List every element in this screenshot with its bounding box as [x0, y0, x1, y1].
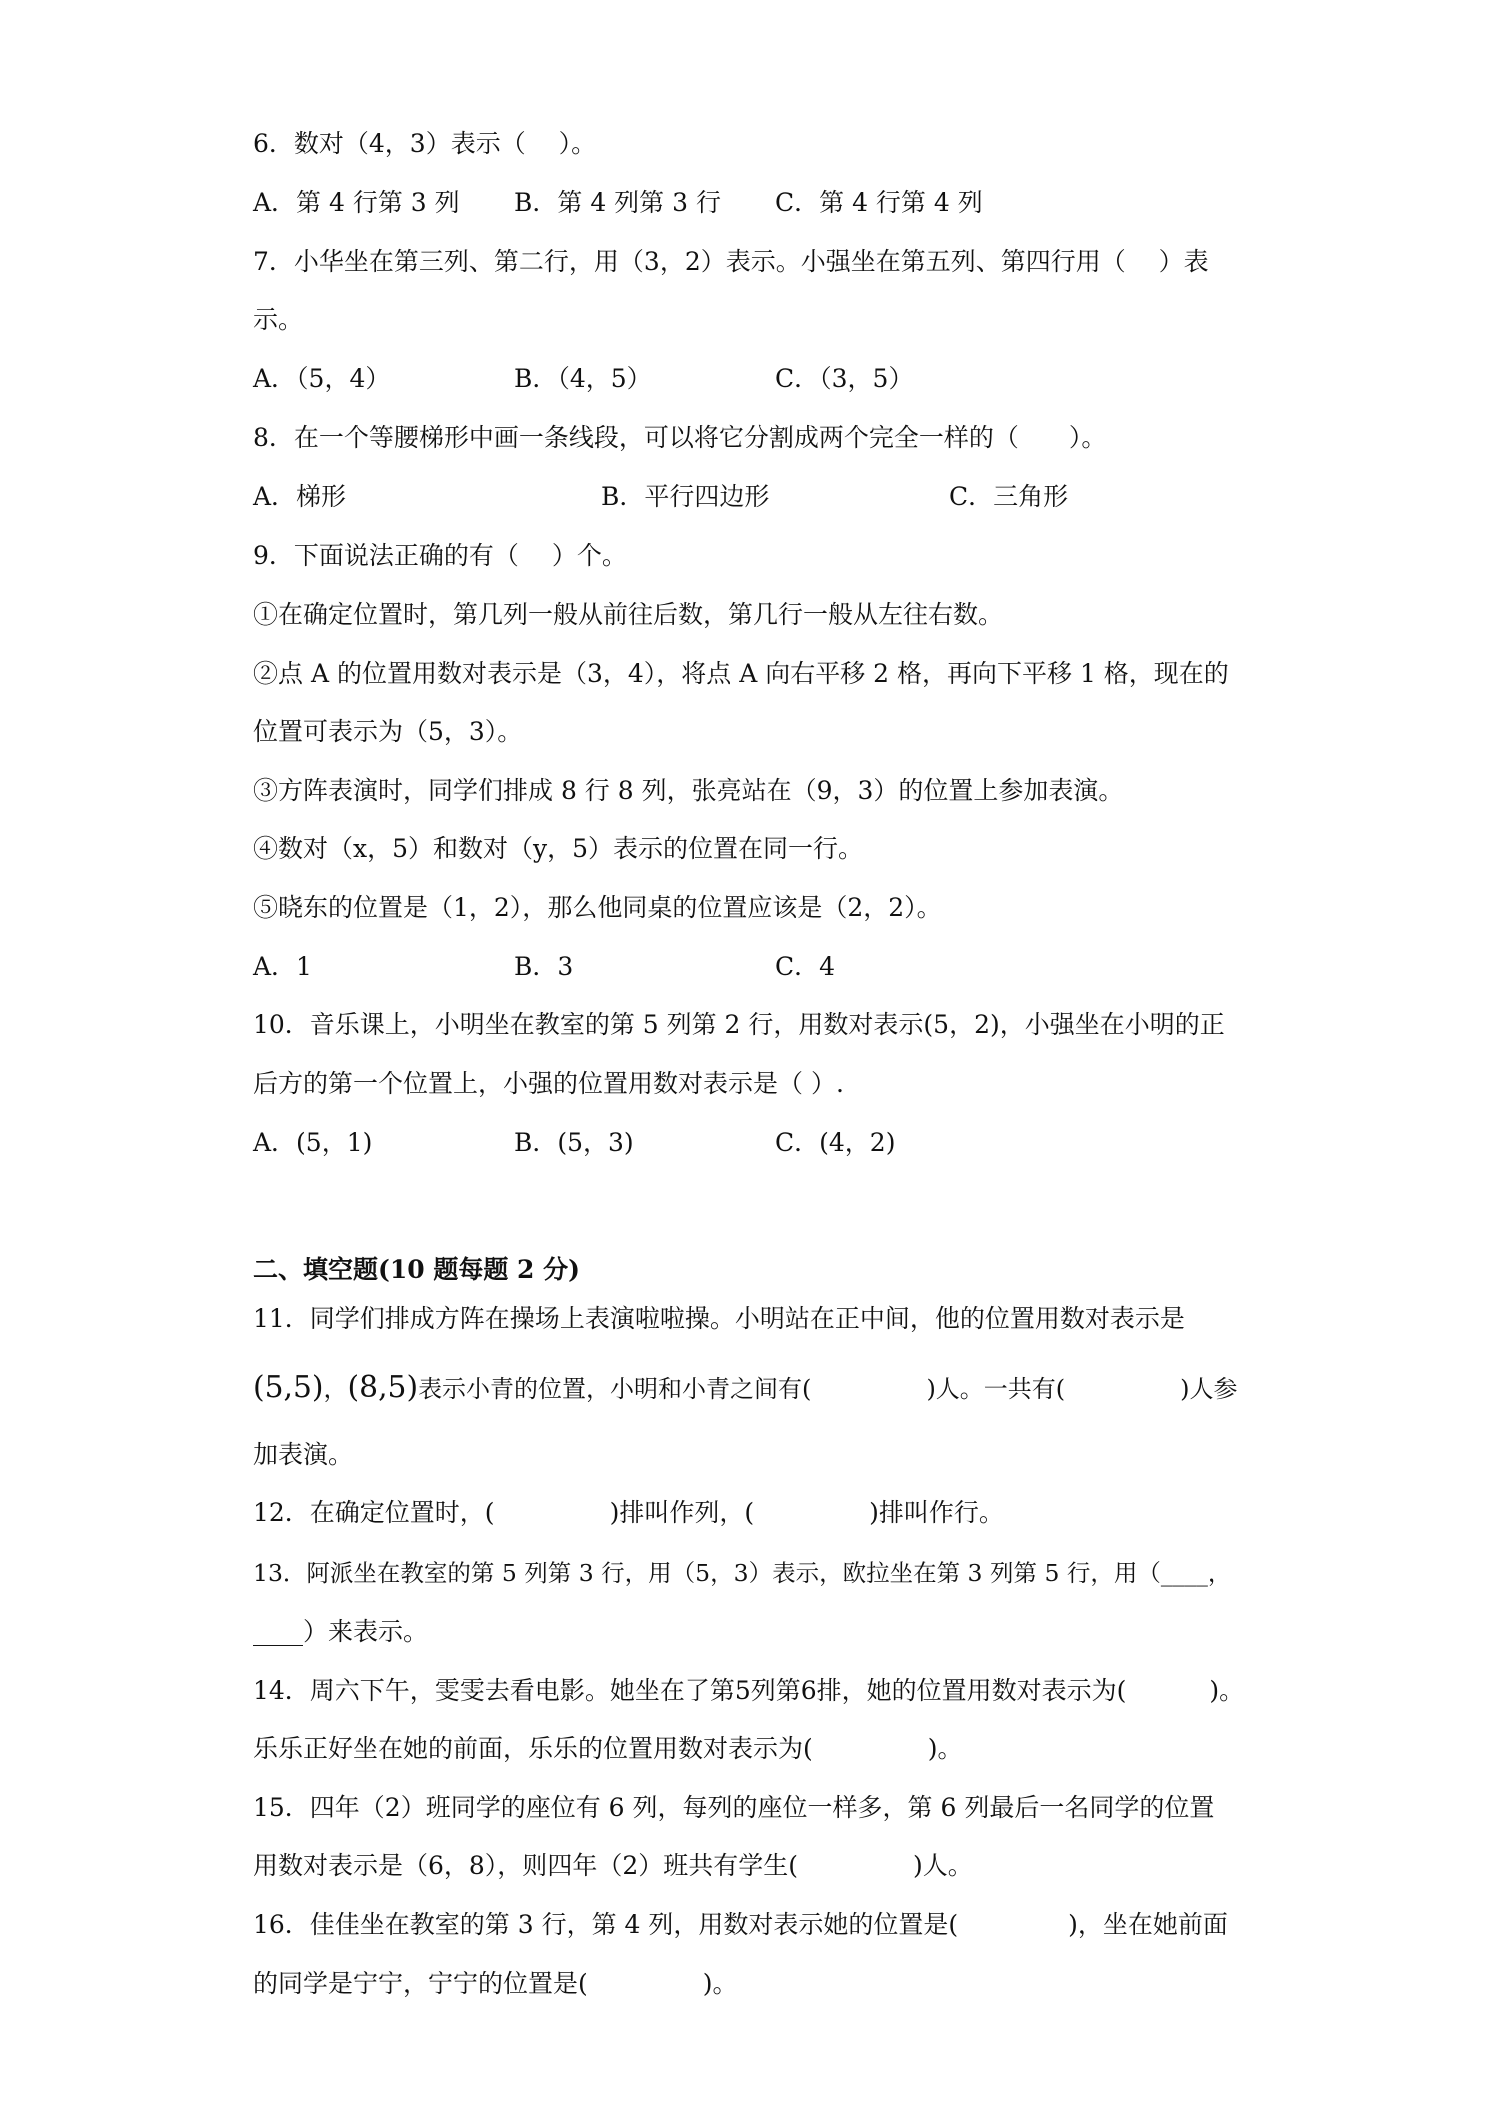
- coordinate-pair: (8,5): [347, 1370, 419, 1405]
- option-c: C．4: [775, 952, 836, 981]
- fill-question-16-line2: [253, 1969, 1248, 1999]
- question-8-stem: 8．在一个等腰梯形中画一条线段，可以将它分割成两个完全一样的（ ）。: [253, 423, 1107, 452]
- inline-text: )，坐在她前面: [1068, 1910, 1228, 1939]
- inline-text: 表示小青的位置，小明和小青之间有(: [418, 1375, 812, 1403]
- option-c: C．（3，5）: [775, 364, 914, 393]
- option-c: C．三角形: [949, 482, 1069, 511]
- inline-text: )排叫作列，(: [609, 1498, 755, 1527]
- option-a: A．1: [253, 952, 312, 981]
- option-a: A．(5，1): [253, 1128, 373, 1157]
- option-b: B．第 4 列第 3 行: [514, 188, 721, 217]
- inline-text: 的同学是宁宁，宁宁的位置是(: [253, 1969, 588, 1998]
- statement-3: ③方阵表演时，同学们排成 8 行 8 列，张亮站在（9，3）的位置上参加表演。: [253, 776, 1124, 805]
- option-a: A．（5，4）: [253, 364, 391, 393]
- fill-question-12: [253, 1498, 1248, 1528]
- statement-4: ④数对（x，5）和数对（y，5）表示的位置在同一行。: [253, 834, 864, 863]
- fill-question-11-line3: 加表演。: [253, 1440, 354, 1469]
- option-b: B．(5，3): [514, 1128, 634, 1157]
- option-b: B．（4，5）: [514, 364, 652, 393]
- option-b: B．3: [514, 952, 574, 981]
- inline-text: 12．在确定位置时，(: [253, 1498, 495, 1527]
- fill-question-11-line2: [253, 1368, 1248, 1408]
- inline-text: )人。: [912, 1851, 973, 1880]
- fill-question-15-line2: [253, 1851, 1248, 1881]
- option-a: A．第 4 行第 3 列: [253, 188, 460, 217]
- question-7-stem-line2: 示。: [253, 305, 304, 334]
- fill-question-14-line2: [253, 1734, 1248, 1764]
- inline-text: 用数对表示是（6，8），则四年（2）班共有学生(: [253, 1851, 798, 1880]
- fill-question-15-line1: 15．四年（2）班同学的座位有 6 列，每列的座位一样多，第 6 列最后一名同学的位置: [253, 1793, 1215, 1822]
- inline-text: )。: [927, 1734, 963, 1763]
- option-c: C．第 4 行第 4 列: [775, 188, 983, 217]
- fill-question-14-line1: 14．周六下午，雯雯去看电影。她坐在了第5列第6排，她的位置用数对表示为( )。: [253, 1676, 1245, 1705]
- inline-text: )排叫作行。: [869, 1498, 1004, 1527]
- statement-1: ①在确定位置时，第几列一般从前往后数，第几行一般从左往右数。: [253, 600, 1004, 629]
- separator: ，: [323, 1375, 348, 1403]
- question-7-stem-line1: 7．小华坐在第三列、第二行，用（3，2）表示。小强坐在第五列、第四行用（ ）表: [253, 247, 1209, 276]
- fill-question-13-line2: ____）来表示。: [253, 1617, 429, 1646]
- fill-question-11-line1: 11．同学们排成方阵在操场上表演啦啦操。小明站在正中间，他的位置用数对表示是: [253, 1304, 1185, 1333]
- question-10-stem-line1: 10．音乐课上，小明坐在教室的第 5 列第 2 行，用数对表示(5，2)，小强坐在小明的正: [253, 1010, 1225, 1039]
- inline-text: )人参: [1180, 1375, 1238, 1403]
- option-b: B．平行四边形: [601, 482, 770, 511]
- question-9-stem: 9．下面说法正确的有（ ）个。: [253, 541, 627, 570]
- statement-2-line1: ②点 A 的位置用数对表示是（3，4），将点 A 向右平移 2 格，再向下平移 1 格，现在的: [253, 659, 1229, 688]
- inline-text: 16．佳佳坐在教室的第 3 行，第 4 列，用数对表示她的位置是(: [253, 1910, 959, 1939]
- fill-question-13-line1: 13．阿派坐在教室的第 5 列第 3 行，用（5，3）表示，欧拉坐在第 3 列第 5 行，用（____，: [253, 1559, 1232, 1587]
- inline-text: )。: [702, 1969, 738, 1998]
- section-heading: 二、填空题(10 题每题 2 分): [253, 1255, 580, 1284]
- fill-question-16-line1: [253, 1910, 1248, 1940]
- coordinate-pair: (5,5): [253, 1370, 324, 1405]
- statement-5: ⑤晓东的位置是（1，2），那么他同桌的位置应该是（2，2）。: [253, 893, 942, 922]
- question-6-stem: 6．数对（4，3）表示（ ）。: [253, 129, 597, 158]
- inline-text: 乐乐正好坐在她的前面，乐乐的位置用数对表示为(: [253, 1734, 813, 1763]
- statement-2-line2: 位置可表示为（5，3）。: [253, 717, 523, 746]
- option-c: C．(4，2): [775, 1128, 896, 1157]
- inline-text: )人。一共有(: [926, 1375, 1066, 1403]
- question-10-stem-line2: 后方的第一个位置上，小强的位置用数对表示是（ ）.: [253, 1069, 844, 1098]
- option-a: A．梯形: [253, 482, 347, 511]
